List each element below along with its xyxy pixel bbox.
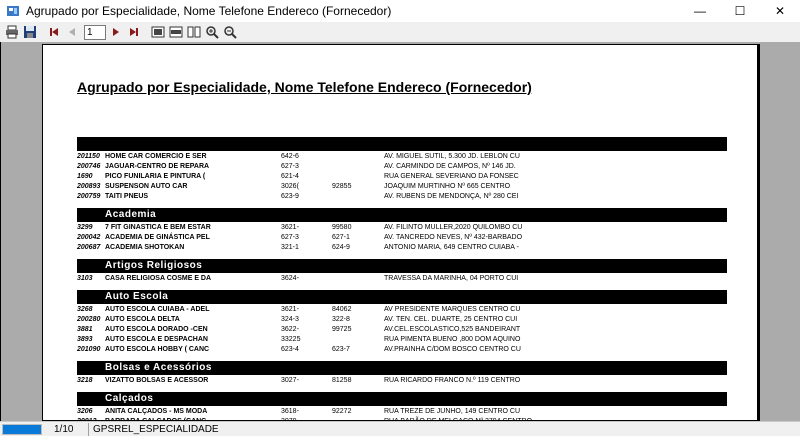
supplier-name: ANITA CALÇADOS - MS MODA [105, 408, 208, 415]
app-icon [6, 4, 20, 18]
address: AV. TEN. CEL. DUARTE, 25 CENTRO CUI [384, 316, 518, 323]
address: RUA GENERAL SEVERIANO DA FONSEC [384, 173, 519, 180]
supplier-code: 3299 [77, 224, 93, 231]
supplier-code: 3218 [77, 377, 93, 384]
table-row [77, 172, 727, 182]
phone-1: 33225 [281, 336, 301, 343]
supplier-name: SUSPENSON AUTO CAR [105, 183, 188, 190]
group-header [77, 137, 727, 151]
group-header: Auto Escola [77, 290, 727, 304]
supplier-name: HOME CAR COMERCIO E SER [105, 153, 207, 160]
table-row [77, 243, 727, 253]
supplier-name: TAITI PNEUS [105, 193, 149, 200]
zoom-in-icon [205, 25, 219, 39]
phone-1: 623-4 [281, 346, 299, 353]
close-button[interactable]: ✕ [774, 4, 786, 18]
address: AV. MIGUEL SUTIL, 5.300 JD. LEBLON CU [384, 153, 520, 160]
preview-toolbar [0, 22, 800, 42]
phone-2: 99725 [332, 326, 352, 333]
phone-1: 324-3 [281, 316, 299, 323]
supplier-code: 3206 [77, 408, 93, 415]
address: RUA TREZE DE JUNHO, 149 CENTRO CU [384, 408, 521, 415]
save-button[interactable] [22, 24, 38, 40]
phone-2: 99580 [332, 224, 352, 231]
supplier-name: ACADEMIA DE GINÁSTICA PEL [105, 234, 210, 241]
table-row [77, 152, 727, 162]
title-bar [0, 0, 800, 22]
address: AV. TANCREDO NEVES, Nº 432-BARBADO [384, 234, 523, 241]
table-row [77, 274, 727, 284]
supplier-code: 200759 [77, 193, 101, 200]
zoom-out-button[interactable] [222, 24, 238, 40]
table-row [77, 192, 727, 202]
printer-icon [5, 25, 19, 39]
address: TRAVESSA DA MARINHA, 04 PORTO CUI [384, 275, 519, 282]
supplier-name: CASA RELIGIOSA COSME E DA [105, 275, 212, 282]
phone-1: 3618- [281, 408, 299, 415]
table-row [77, 182, 727, 192]
phone-1: 3026( [281, 183, 299, 190]
table-row [77, 345, 727, 355]
table-row [77, 233, 727, 243]
report-title: Agrupado por Especialidade, Nome Telefone Endereco (Fornecedor) [77, 79, 532, 95]
last-page-icon [128, 26, 140, 38]
zoom-out-icon [223, 25, 237, 39]
phone-2: 92272 [332, 408, 352, 415]
table-row [77, 305, 727, 315]
first-page-icon [48, 26, 60, 38]
phone-1: 627-3 [281, 234, 299, 241]
supplier-name: JAGUAR-CENTRO DE REPARA [105, 163, 210, 170]
phone-1: 3624- [281, 275, 299, 282]
supplier-code: 201150 [77, 153, 100, 160]
supplier-code: 3103 [77, 275, 93, 282]
first-page-button[interactable] [46, 24, 62, 40]
supplier-code: 3893 [77, 336, 93, 343]
supplier-name: AUTO ESCOLA E DESPACHAN [105, 336, 208, 343]
phone-2: 627-1 [332, 234, 350, 241]
supplier-code: 3881 [77, 326, 93, 333]
phone-1: 3027- [281, 377, 299, 384]
address: RUA RICARDO FRANCO N.º 119 CENTRO [384, 377, 521, 384]
table-row [77, 223, 727, 233]
phone-1: 623-9 [281, 193, 299, 200]
page-width-icon [169, 25, 183, 39]
phone-2: 322-8 [332, 316, 350, 323]
phone-2: 92855 [332, 183, 352, 190]
phone-1: 3621- [281, 224, 299, 231]
page-number-input[interactable] [84, 25, 106, 40]
report-name: GPSREL_ESPECIALIDADE [93, 423, 219, 435]
phone-2: 624-9 [332, 244, 350, 251]
status-bar [0, 421, 800, 436]
window-title: Agrupado por Especialidade, Nome Telefone Endereco (Fornecedor) [26, 4, 392, 18]
address: AV. RUBENS DE MENDONÇA, Nº 280 CEI [384, 193, 519, 200]
group-header: Academia [77, 208, 727, 222]
minimize-button[interactable]: — [694, 4, 706, 18]
address: AV PRESIDENTE MARQUES CENTRO CU [384, 306, 521, 313]
phone-2: 623-7 [332, 346, 350, 353]
supplier-code: 1690 [77, 173, 93, 180]
maximize-button[interactable]: ☐ [734, 4, 746, 18]
page-count: 1/10 [54, 423, 74, 435]
phone-1: 321-1 [281, 244, 299, 251]
supplier-code: 200746 [77, 163, 101, 170]
table-row [77, 407, 727, 417]
group-header: Bolsas e Acessórios [77, 361, 727, 375]
address: ANTONIO MARIA, 649 CENTRO CUIABA - [384, 244, 519, 251]
address: AV.PRAINHA C/DOM BOSCO CENTRO CU [384, 346, 521, 353]
report-page [42, 44, 758, 421]
supplier-code: 200687 [77, 244, 101, 251]
phone-1: 621-4 [281, 173, 299, 180]
table-row [77, 315, 727, 325]
address: RUA PIMENTA BUENO ,800 DOM AQUINO [384, 336, 521, 343]
address: AV.CEL.ESCOLASTICO,525 BANDEIRANT [384, 326, 521, 333]
table-row [77, 335, 727, 345]
zoom-in-button[interactable] [204, 24, 220, 40]
supplier-code: 3268 [77, 306, 93, 313]
address: AV. FILINTO MULLER,2020 QUILOMBO CU [384, 224, 523, 231]
supplier-code: 201090 [77, 346, 101, 353]
preview-viewport[interactable] [0, 42, 800, 421]
supplier-code: 200042 [77, 234, 101, 241]
next-page-icon [110, 26, 122, 38]
supplier-name: AUTO ESCOLA DELTA [105, 316, 180, 323]
phone-1: 627-3 [281, 163, 299, 170]
page-width-button[interactable] [168, 24, 184, 40]
supplier-name: AUTO ESCOLA HOBBY ( CANC [105, 346, 210, 353]
supplier-code: 200280 [77, 316, 101, 323]
group-header: Artigos Religiosos [77, 259, 727, 273]
address: JOAQUIM MURTINHO Nº 665 CENTRO [384, 183, 511, 190]
whole-page-icon [151, 25, 165, 39]
supplier-name: AUTO ESCOLA CUIABA - ADEL [105, 306, 210, 313]
supplier-name: AUTO ESCOLA DORADO -CEN [105, 326, 208, 333]
group-header: Calçados [77, 392, 727, 406]
supplier-name: VIZATTO BOLSAS E ACESSOR [105, 377, 209, 384]
prev-page-button[interactable] [64, 24, 80, 40]
progress-bar [2, 424, 42, 435]
table-row [77, 325, 727, 335]
progress-fill [3, 425, 41, 434]
table-row [77, 376, 727, 386]
phone-1: 3621- [281, 306, 299, 313]
table-row [77, 162, 727, 172]
supplier-name: 7 FIT GINASTICA E BEM ESTAR [105, 224, 211, 231]
phone-1: 642-6 [281, 153, 299, 160]
two-pages-icon [187, 25, 201, 39]
phone-2: 84062 [332, 306, 352, 313]
supplier-code: 200893 [77, 183, 101, 190]
save-icon [23, 25, 37, 39]
next-page-button[interactable] [108, 24, 124, 40]
supplier-name: ACADEMIA SHOTOKAN [105, 244, 185, 251]
phone-2: 81258 [332, 377, 352, 384]
supplier-name: PICO FUNILARIA E PINTURA ( [105, 173, 206, 180]
prev-page-icon [66, 26, 78, 38]
two-pages-button[interactable] [186, 24, 202, 40]
address: AV. CARMINDO DE CAMPOS, Nº 146 JD. [384, 163, 516, 170]
last-page-button[interactable] [126, 24, 142, 40]
print-button[interactable] [4, 24, 20, 40]
whole-page-button[interactable] [150, 24, 166, 40]
phone-1: 3622- [281, 326, 299, 333]
